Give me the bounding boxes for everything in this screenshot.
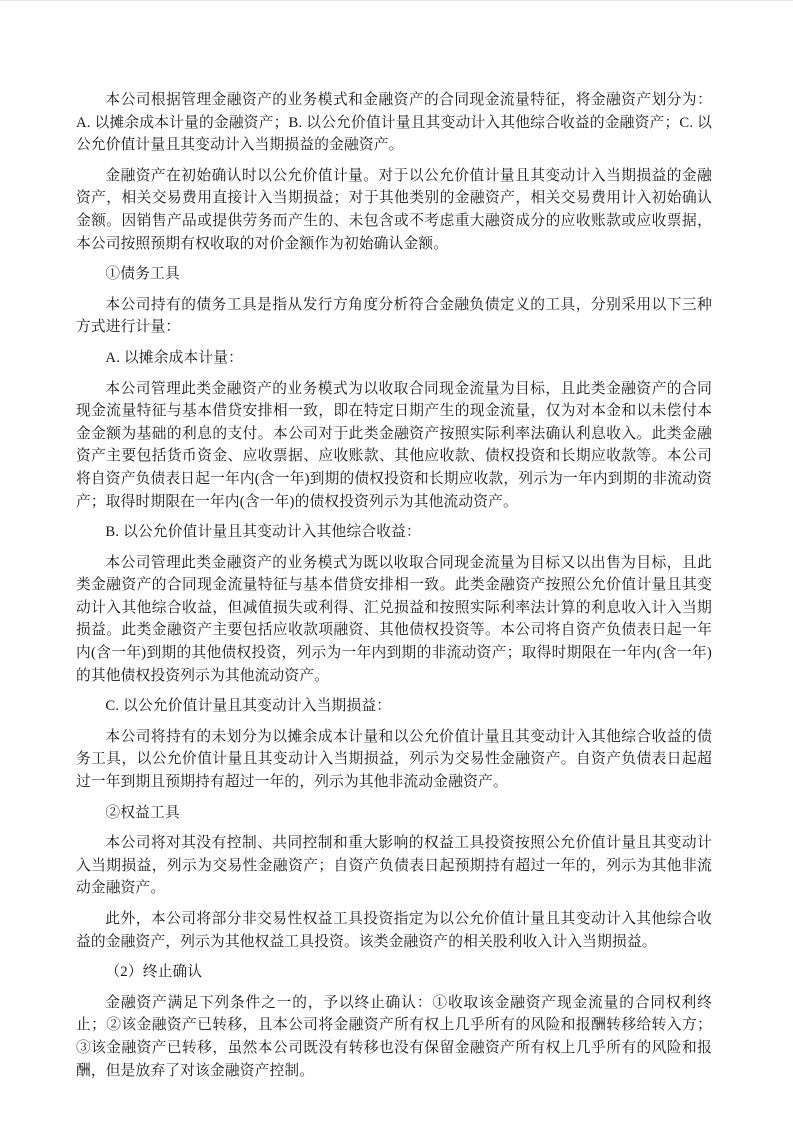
para-fvtpl: 本公司将持有的未划分为以摊余成本计量和以公允价值计量且其变动计入其他综合收益的债务工具，以公允价值计量且其变动计入当期损益，列示为交易性金融资产。自资产负债表日起超过一年到期且预期持有超过一年的，列示为其他非流动金融资产。 — [76, 728, 712, 791]
heading-derecognition: （2）终止确认 — [105, 964, 203, 981]
para-debt-instruments-intro: 本公司持有的债务工具是指从发行方角度分析符合金融负债定义的工具，分别采用以下三种方式进行计量： — [76, 296, 712, 336]
para-equity-instruments: 本公司将对其没有控制、共同控制和重大影响的权益工具投资按照公允价值计量且其变动计入当期损益，列示为交易性金融资产；自资产负债表日起预期持有超过一年的，列示为其他非流动金融资产。 — [76, 835, 712, 897]
para-classification: 本公司根据管理金融资产的业务模式和金融资产的合同现金流量特征，将金融资产划分为：A. 以摊余成本计量的金融资产；B. 以公允价值计量且其变动计入其他综合收益的金融资产；C. 以公允价值计量且其变动计入当期损益的金融资产。 — [76, 92, 712, 154]
para-fvoci: 本公司管理此类金融资产的业务模式为既以收取合同现金流量为目标又以出售为目标，且此类金融资产的合同现金流量特征与基本借贷安排相一致。此类金融资产按照公允价值计量且其变动计入其他综合收益，但减值损失或利得、汇兑损益和按照实际利率法计算的利息收入计入当期损益。此类金融资产主要包括应收款项融资、其他债权投资等。本公司将自资产负债表日起一年内(含一年)到期的其他债权投资，列示为一年内到期的非流动资产；取得时期限在一年内(含一年)的其他债权投资列示为其他流动资产。 — [76, 554, 712, 684]
heading-equity-instruments: ②权益工具 — [105, 804, 180, 821]
heading-fvtpl: C. 以公允价值计量且其变动计入当期损益： — [105, 698, 392, 715]
heading-fvoci: B. 以公允价值计量且其变动计入其他综合收益： — [105, 524, 421, 541]
para-initial-measurement: 金融资产在初始确认时以公允价值计量。对于以公允价值计量且其变动计入当期损益的金融资产，相关交易费用直接计入当期损益；对于其他类别的金融资产，相关交易费用计入初始确认金额。因销售产品或提供劳务而产生的、未包含或不考虑重大融资成分的应收账款或应收票据，本公司按照预期有权收取的对价金额作为初始确认金额。 — [76, 167, 712, 252]
para-derecognition-conditions: 金融资产满足下列条件之一的，予以终止确认：①收取该金融资产现金流量的合同权利终止；②该金融资产已转移，且本公司将金融资产所有权上几乎所有的风险和报酬转移给转入方；③该金融资产已转移，虽然本公司既没有转移也没有保留金融资产所有权上几乎所有的风险和报酬，但是放弃了对该金融资产控制。 — [76, 994, 712, 1079]
para-non-trading-equity: 此外，本公司将部分非交易性权益工具投资指定为以公允价值计量且其变动计入其他综合收益的金融资产，列示为其他权益工具投资。该类金融资产的相关股利收入计入当期损益。 — [76, 911, 712, 950]
heading-debt-instruments: ①债务工具 — [105, 266, 180, 283]
para-amortized-cost: 本公司管理此类金融资产的业务模式为以收取合同现金流量为目标，且此类金融资产的合同现金流量特征与基本借贷安排相一致，即在特定日期产生的现金流量，仅为对本金和以未偿付本金金额为基础的利息的支付。本公司对于此类金融资产按照实际利率法确认利息收入。此类金融资产主要包括货币资金、应收票据、应收账款、其他应收款、债权投资和长期应收款等。本公司将自资产负债表日起一年内(含一年)到期的债权投资和长期应收款，列示为一年内到期的非流动资产；取得时期限在一年内(含一年)的债权投资列示为其他流动资产。 — [76, 380, 712, 510]
document-text-block — [76, 89, 712, 1090]
heading-amortized-cost: A. 以摊余成本计量： — [105, 349, 244, 366]
